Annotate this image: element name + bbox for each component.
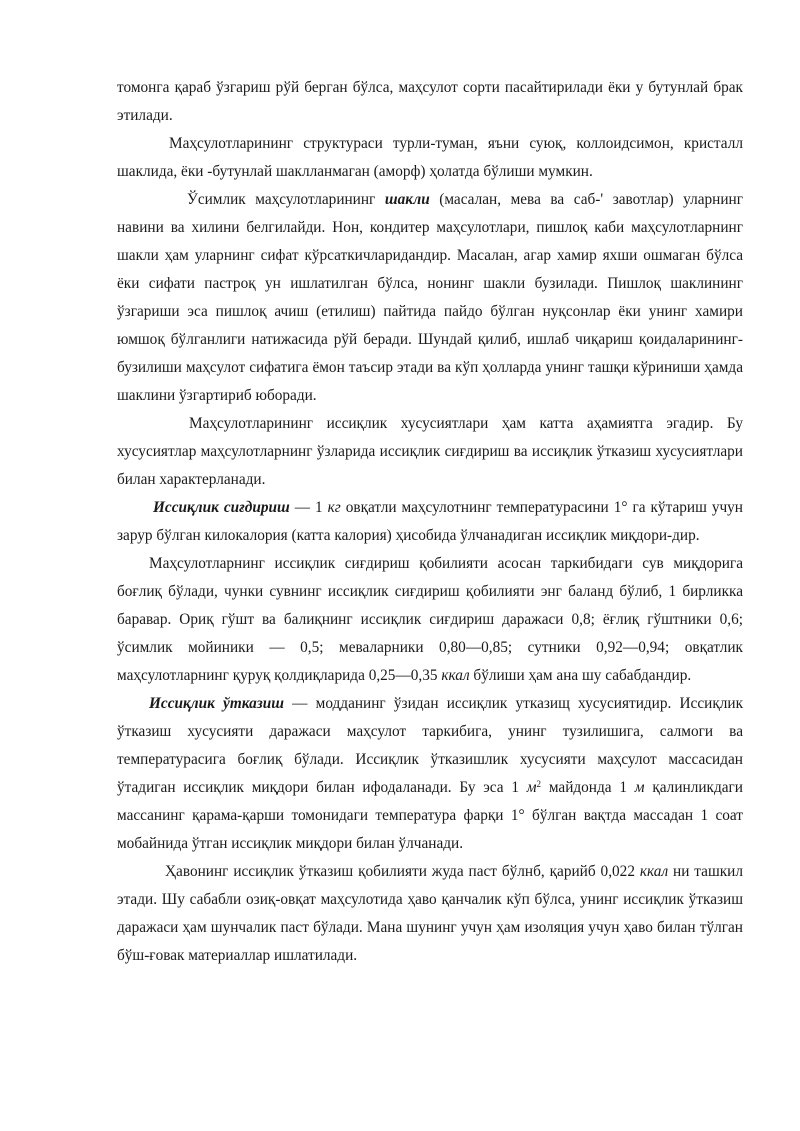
unit-kcal: ккал [639,863,669,880]
paragraph-5 [117,494,743,550]
paragraph-2 [117,130,743,186]
paragraph-text: — модданинг ўзидан иссиқлик утказищ хусусиятидир. Иссиқлик ўтказиш хусусияти даражаси маҳсулот таркибига, унинг тузилишига, салмоги ва температурасига боғлиқ бўлади. Иссиқлик ўтказишлик хусусияти маҳсулот массасидан ўтадиган иссиқлик миқдори билан ифодаланади. Бу эса 1 [117,695,743,796]
paragraph-1 [117,74,743,130]
paragraph-text: бўлиши ҳам ана шу сабабдандир. [469,667,692,684]
term-heat-capacity: Иссиқлик сиғдириш [153,499,290,516]
document-body [117,74,743,970]
unit-m: м [634,779,645,796]
paragraph-text: (масалан, мева ва саб-' завотлар) уларнинг навини ва хилини белгилайди. Нон, кондитер маҳсулотлари, пишлоқ каби маҳсулотларнинг шакли ҳам уларнинг сифат кўрсаткичларидандир. Масалан, агар хамир яхши ошмаган бўлса ёки сифати пастроқ ун ишлатилган бўлса, нонинг шакли бузилади. Пишлоқ шаклининг ўзгариши эса пишлоқ ачиш (етилиш) пайтида пайдо бўлган нуқсонлар ёки унинг хамири юмшоқ бўлганлиги натижасида рўй беради. Шундай қилиб, ишлаб чиқариш қоидаларининг-бузилиши маҳсулот сифатига ёмон таъсир этади ва кўп ҳолларда унинг ташқи кўриниши ҳамда шаклини ўзгартириб юборади. [117,191,743,404]
unit-kcal: ккал [441,667,470,684]
paragraph-text: томонга қараб ўзгариш рўй берган бўлса, маҳсулот сорти пасайтирилади ёки у бутунлай брак этилади. [117,79,743,124]
paragraph-7 [117,690,743,858]
paragraph-3 [117,186,743,410]
paragraph-4 [117,410,743,494]
paragraph-text: ни ташкил этади. Шу сабабли озиқ-овқат маҳсулотида ҳаво қанчалик кўп бўлса, унинг иссиқлик ўтказиш даражаси ҳам шунчалик паст бўлади. Мана шунинг учун ҳам изоляция учун ҳаво билан тўлган бўш-ғовак материаллар ишлатилади. [117,863,743,964]
paragraph-8 [117,858,743,970]
unit-kg: кг [327,499,341,516]
paragraph-text: қалинликдаги массанинг қарама-қарши томонидаги температура фарқи 1° бўлган вақтда массадан 1 соат мобайнида ўтган иссиқлик миқдори билан ўлчанади. [117,779,743,852]
paragraph-text: Маҳсулотларининг структураси турли-туман, яъни суюқ, коллоидсимон, кристалл шаклида, ёки -бутунлай шаклланмаган (аморф) ҳолатда бўлиши мумкин. [117,135,743,180]
paragraph-text: овқатли маҳсулотнинг температурасини 1° га кўтариш учун зарур бўлган килокалория (катта калория) ҳисобида ўлчанадиган иссиқлик миқдори-дир. [117,499,743,544]
paragraph-text: Ҳавонинг иссиқлик ўтказиш қобилияти жуда паст бўлнб, қарийб 0,022 [165,863,640,880]
superscript-2: 2 [536,779,542,789]
unit-m: м [526,779,537,796]
paragraph-lead: Ўсимлик маҳсулотларининг [187,191,385,208]
paragraph-text: Маҳсулотларнинг иссиқлик сиғдириш қобилияти асосан таркибидаги сув миқдорига боғлиқ бўлади, чунки сувнинг иссиқлик сиғдириш қобилияти энг баланд бўлиб, 1 бирликка баравар. Ориқ гўшт ва балиқнинг иссиқлик сиғдириш даражаси 0,8; ёғлиқ гўштники 0,6; ўсимлик мойиники — 0,5; меваларники 0,80—0,85; сутники 0,92—0,94; овқатлик маҳсулотларнинг қуруқ қолдиқларида 0,25—0,35 [117,555,743,684]
term-shape: шакли [384,191,430,208]
paragraph-text: — 1 [289,499,328,516]
paragraph-6 [117,550,743,690]
paragraph-text: Маҳсулотларининг иссиқлик хусусиятлари ҳам катта аҳамиятга эгадир. Бу хусусиятлар маҳсулотларнинг ўзларида иссиқлик сиғдириш ва иссиқлик ўтказиш хусусиятлари билан характерланади. [117,415,743,488]
paragraph-text: майдонда 1 [541,779,635,796]
term-heat-conductivity: Иссиқлик ўтказиш [149,695,284,712]
